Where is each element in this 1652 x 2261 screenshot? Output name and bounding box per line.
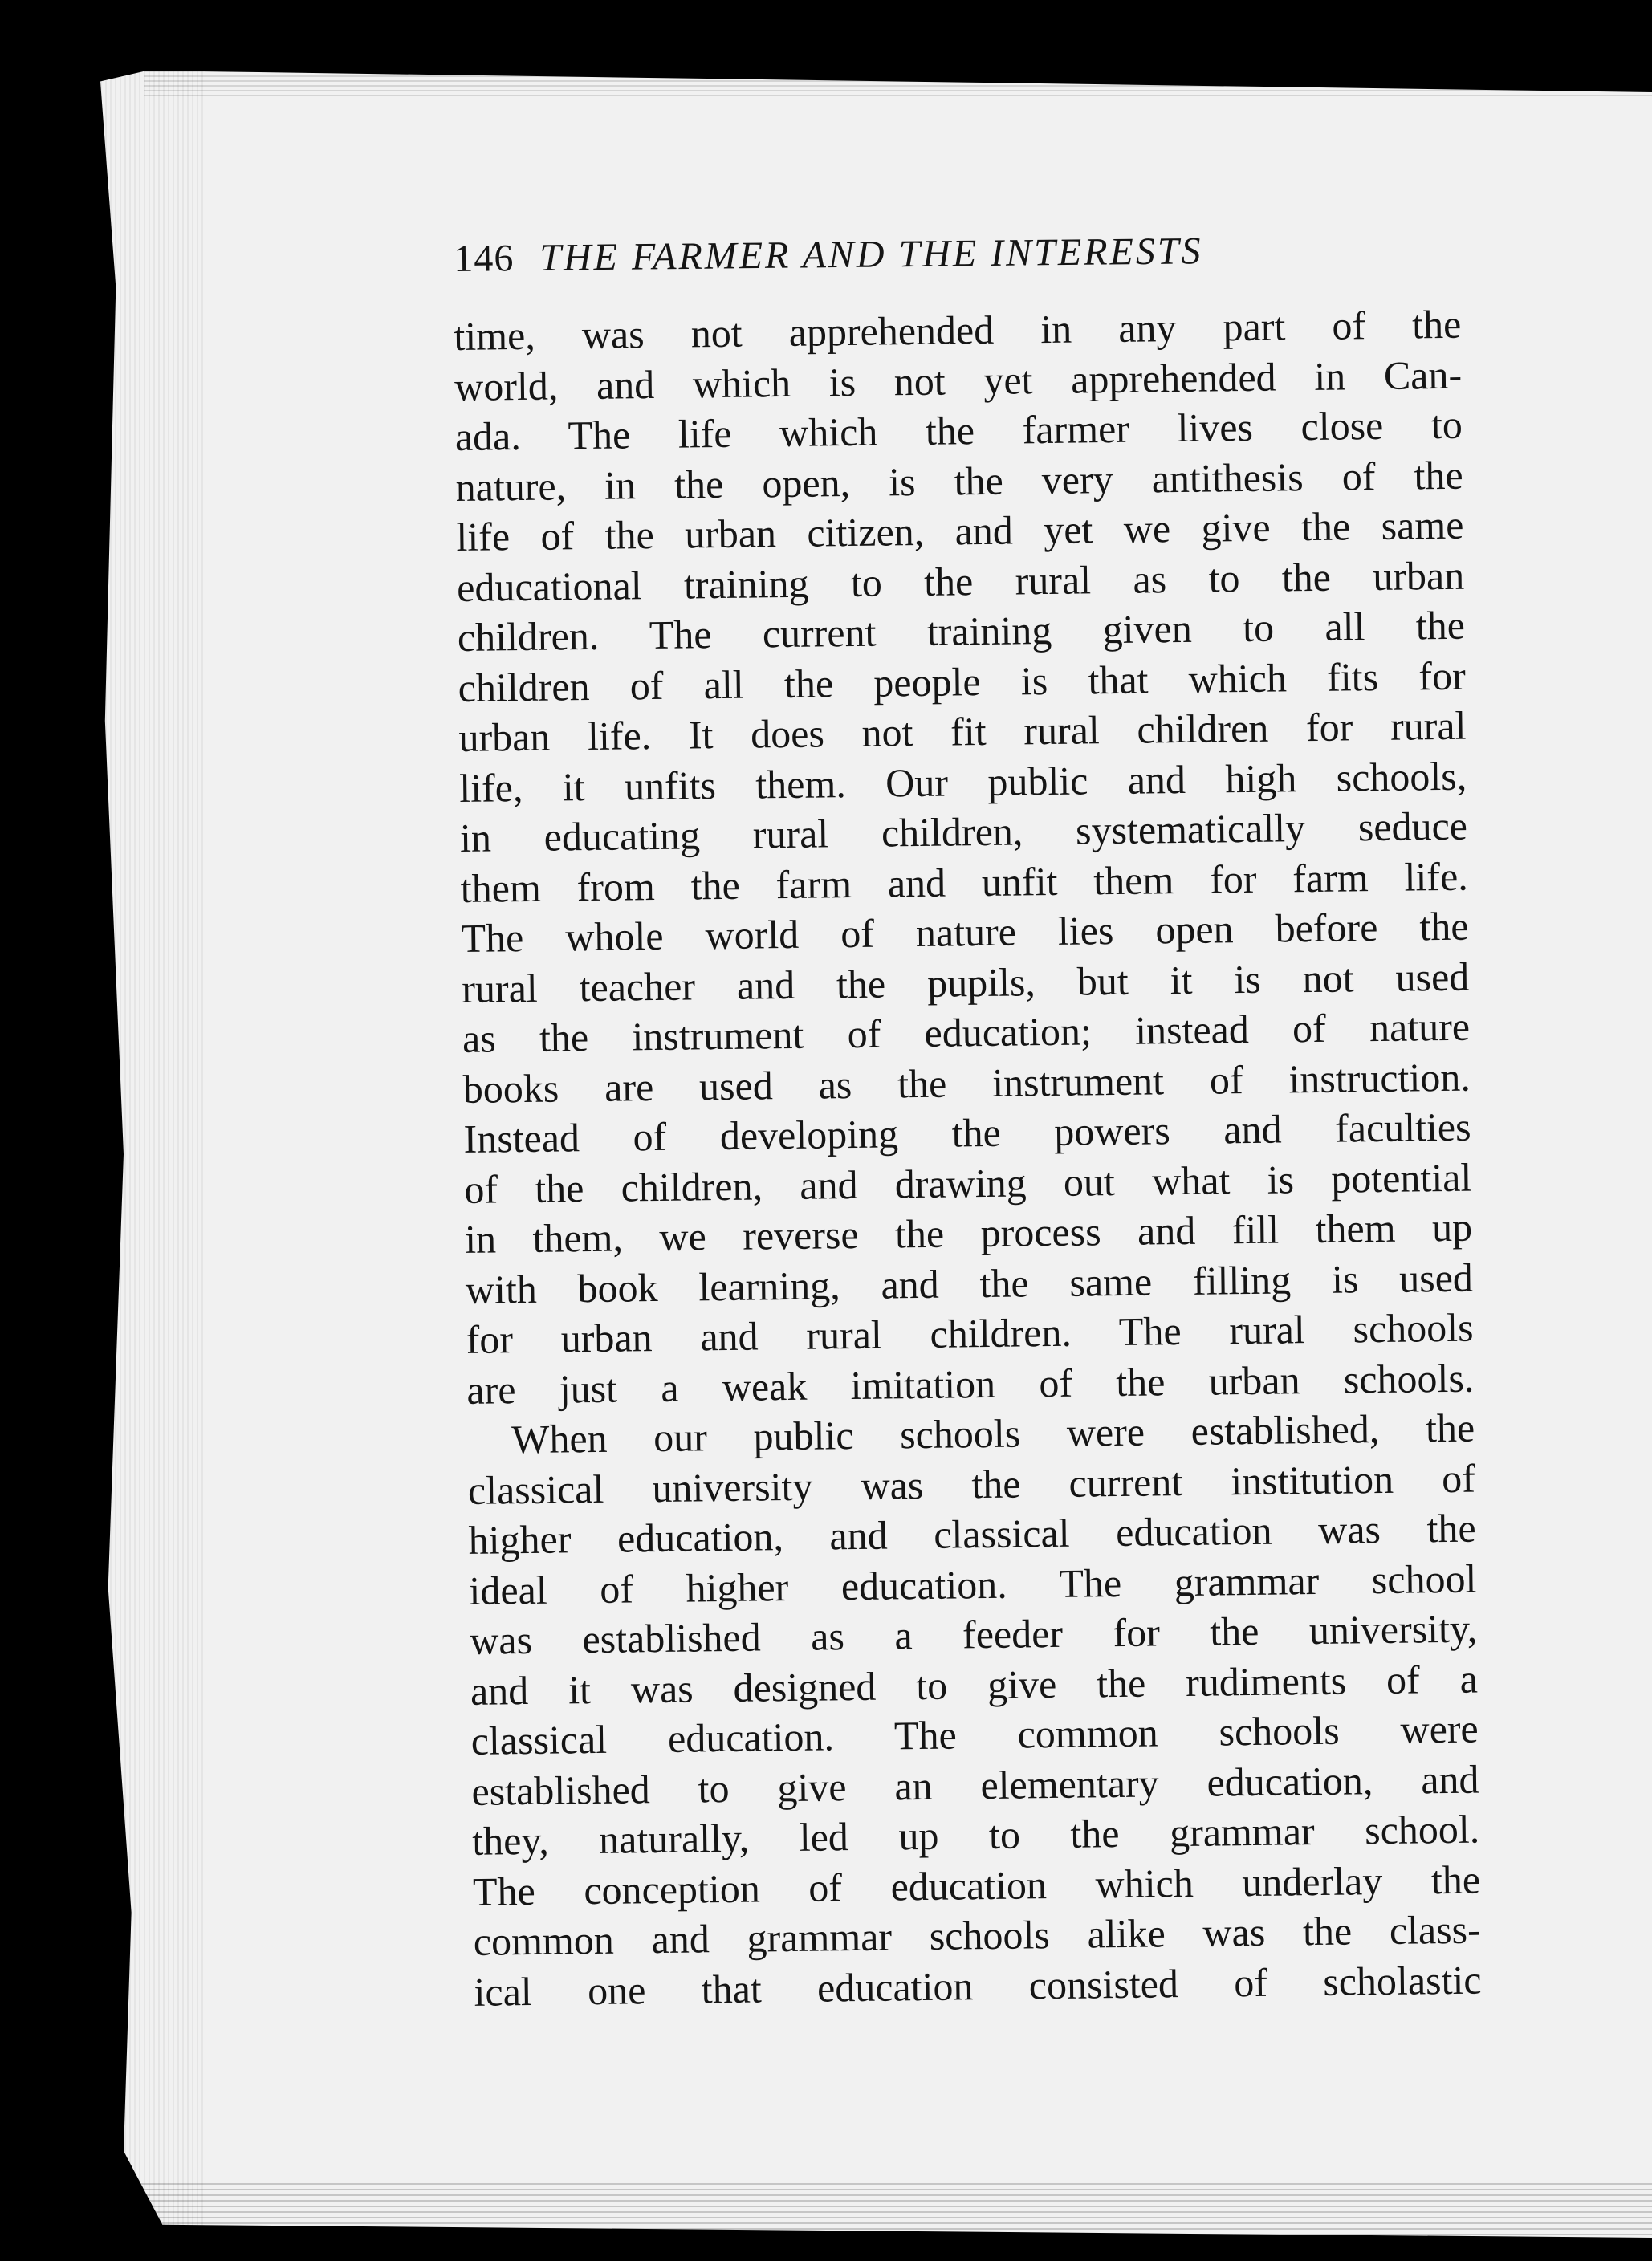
text-line: books are used as the instrument of instruction. [462,1054,1471,1112]
text-line: higher education, and classical education was the [468,1505,1476,1563]
text-line: The conception of education which underlay the [472,1856,1481,1914]
text-line: nature, in the open, is the very antithesis of the [455,452,1463,510]
text-line: urban life. It does not fit rural children for rural [458,702,1467,760]
text-line: in them, we reverse the process and fill them up [464,1204,1473,1262]
text-line: educational training to the rural as to the urban [456,552,1465,610]
text-line: for urban and rural children. The rural schools [466,1304,1474,1362]
text-line: of the children, and drawing out what is potential [464,1154,1472,1212]
text-line: was established as a feeder for the university, [469,1605,1478,1663]
text-line: Instead of developing the powers and faculties [463,1104,1471,1161]
text-line: rural teacher and the pupils, but it is not used [461,954,1470,1011]
text-line: children of all the people is that which fits for [458,653,1466,710]
text-line: life, it unfits them. Our public and high schools, [458,753,1467,811]
text-line: classical education. The common schools were [470,1706,1479,1763]
text-line: time, was not apprehended in any part of the [454,301,1462,359]
running-title: THE FARMER AND THE INTERESTS [539,230,1203,279]
text-line-paragraph-start: When our public schools were established, the [511,1405,1475,1462]
running-head [454,226,1458,293]
text-line: common and grammar schools alike was the class- [473,1906,1482,1964]
text-line: ideal of higher education. The grammar school [469,1555,1477,1613]
text-line: as the instrument of education; instead of nature [462,1003,1471,1061]
text-line: are just a weak imitation of the urban schools. [466,1355,1475,1413]
text-line: The whole world of nature lies open before the [461,903,1469,961]
text-line: ical one that education consisted of scholastic [474,1957,1482,2015]
text-line: ada. The life which the farmer lives close to [454,401,1463,459]
text-line: them from the farm and unfit them for farm life. [460,853,1469,911]
text-line: established to give an elementary education, and [471,1756,1479,1814]
body-text [454,299,1482,2017]
text-line: world, and which is not yet apprehended in Can- [454,352,1463,409]
text-line: classical university was the current institution of [467,1455,1476,1513]
text-line: and it was designed to give the rudiments of a [470,1656,1479,1714]
text-line: children. The current training given to all the [457,602,1466,660]
page-number: 146 [454,237,515,280]
text-line: with book learning, and the same filling is used [465,1255,1474,1312]
text-line: in educating rural children, systematically seduce [459,803,1468,860]
text-line: they, naturally, led up to the grammar school. [471,1806,1480,1864]
text-line: life of the urban citizen, and yet we give the same [456,502,1464,559]
